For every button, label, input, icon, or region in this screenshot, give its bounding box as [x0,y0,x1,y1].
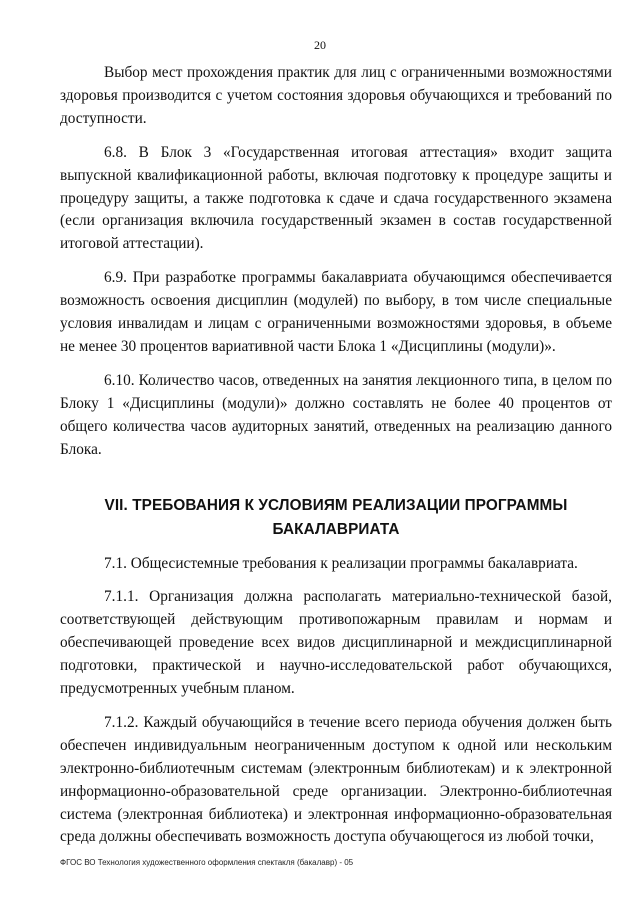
paragraph-6-9: 6.9. При разработке программы бакалавриата обучающимся обеспечивается возможность освоения дисциплин (модулей) по выбору, в том числе специальные условия инвалидам и лицам с ограниченными возможностями здоровья, в объеме не менее 30 процентов вариативной части Блока 1 «Дисциплины (модули)». [60,269,612,355]
paragraph-6-10: 6.10. Количество часов, отведенных на занятия лекционного типа, в целом по Блоку 1 «Дисциплины (модули)» должно составлять не более 40 процентов от общего количества часов аудиторных занятий, отведенных на реализацию данного Блока. [60,371,612,458]
paragraph-7-1-2: 7.1.2. Каждый обучающийся в течение всего периода обучения должен быть обеспечен индивидуальным неограниченным доступом к одной или нескольким электронно-библиотечным системам (электронным библиотекам) и к электронной информационно-образовательной среде организации. Электронно-библиотечная система (электронная библиотека) и электронная информационно-образовательная среда должны обеспечивать возможность доступа обучающегося из любой точки, [60,713,612,846]
paragraph-practice-places: Выбор мест прохождения практик для лиц с ограниченными возможностями здоровья производится с учетом состояния здоровья обучающихся и требований по доступности. [60,64,612,127]
section-heading [60,494,612,542]
page-number: 20 [314,38,326,52]
paragraph-6-8: 6.8. В Блок 3 «Государственная итоговая аттестация» входит защита выпускной квалификационной работы, включая подготовку к процедуре защиты и процедуру защиты, а также подготовка к сдаче и сдача государственного экзамена (если организация включила государственный экзамен в состав государственной итоговой аттестации). [60,143,612,253]
paragraph-7-1-1: 7.1.1. Организация должна располагать материально-технической базой, соответствующей действующим противопожарным правилам и нормам и обеспечивающей проведение всех видов дисциплинарной и междисциплинарной подготовки, практической и научно-исследовательской работ обучающихся, предусмотренных учебным планом. [60,588,612,698]
paragraph-7-1: 7.1. Общесистемные требования к реализации программы бакалавриата. [104,554,578,572]
section-heading-line-2: БАКАЛАВРИАТА [272,520,400,538]
document-footer: ФГОС ВО Технология художественного оформления спектакля (бакалавр) - 05 [60,858,354,867]
section-heading-line-1: VII. ТРЕБОВАНИЯ К УСЛОВИЯМ РЕАЛИЗАЦИИ ПРОГРАММЫ [104,496,568,514]
page-body [60,62,612,849]
